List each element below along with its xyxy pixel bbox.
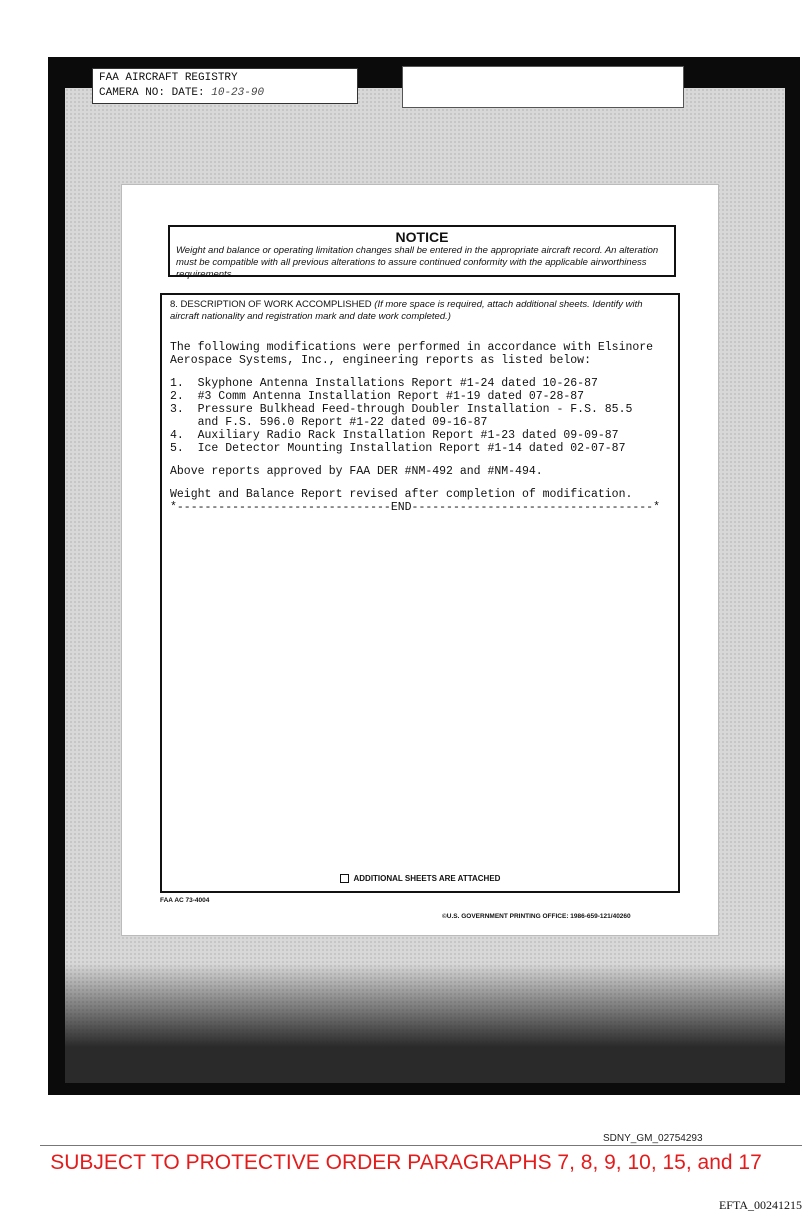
work-intro-line-2: Aerospace Systems, Inc., engineering reports as listed below:: [170, 354, 591, 367]
date-label: DATE:: [171, 87, 205, 99]
faa-form-page: [122, 185, 718, 935]
list-item: 1. Skyphone Antenna Installations Report #1-24 dated 10-26-87: [170, 377, 598, 390]
notice-title: NOTICE: [395, 229, 449, 245]
efta-number: EFTA_00241215: [718, 1198, 802, 1212]
registry-stamp-title: FAA AIRCRAFT REGISTRY: [99, 72, 238, 84]
list-item: 3. Pressure Bulkhead Feed-through Doubler Installation - F.S. 85.5: [170, 403, 633, 416]
work-intro-line-1: The following modifications were performed in accordance with Elsinore: [170, 341, 654, 354]
scan-smudge: [65, 963, 785, 1083]
list-item: 4. Auxiliary Radio Rack Installation Report #1-23 dated 09-09-87: [170, 429, 619, 442]
work-title: 8. DESCRIPTION OF WORK ACCOMPLISHED: [170, 299, 372, 310]
divider: [40, 1145, 802, 1146]
gpo-imprint: ©U.S. GOVERNMENT PRINTING OFFICE: 1986-659-121/40260: [442, 913, 631, 920]
additional-sheets-label: ADDITIONAL SHEETS ARE ATTACHED: [353, 873, 501, 883]
approval-line: Above reports approved by FAA DER #NM-492 and #NM-494.: [170, 465, 543, 478]
end-line: *-------------------------------END-----------------------------------*: [170, 501, 660, 514]
list-item: 2. #3 Comm Antenna Installation Report #1-19 dated 07-28-87: [170, 390, 585, 403]
notice-box: [168, 225, 676, 280]
list-item: 5. Ice Detector Mounting Installation Report #1-14 dated 02-07-87: [170, 442, 626, 455]
work-description-heading: [170, 299, 670, 323]
bates-number: SDNY_GM_02754293: [603, 1133, 703, 1144]
registry-stamp: [92, 68, 358, 104]
weight-balance-line: Weight and Balance Report revised after completion of modification.: [170, 488, 633, 501]
blank-label-box: [402, 66, 684, 108]
checkbox-icon: [340, 874, 349, 883]
notice-text: Weight and balance or operating limitation changes shall be entered in the appropriate aircraft record. An alteration must be compatible with all previous alterations to assure continued conformity with the applicable airworthiness requirements.: [176, 245, 659, 280]
form-number: FAA AC 73-4004: [160, 897, 210, 904]
report-list: [170, 377, 670, 455]
work-description-box: [160, 293, 680, 893]
additional-sheets-attached: [162, 874, 678, 883]
registry-stamp-camera: [99, 86, 351, 101]
camera-label: CAMERA NO:: [99, 87, 166, 99]
work-title-instructions: (If more space is required, attach additional sheets. Identify with aircraft nationality and registration mark and date work completed.): [170, 299, 643, 322]
protective-order-notice: SUBJECT TO PROTECTIVE ORDER PARAGRAPHS 7, 8, 9, 10, 15, and 17: [50, 1151, 762, 1174]
list-item: and F.S. 596.0 Report #1-22 dated 09-16-87: [170, 416, 488, 429]
stamp-date: 10-23-90: [211, 87, 265, 99]
